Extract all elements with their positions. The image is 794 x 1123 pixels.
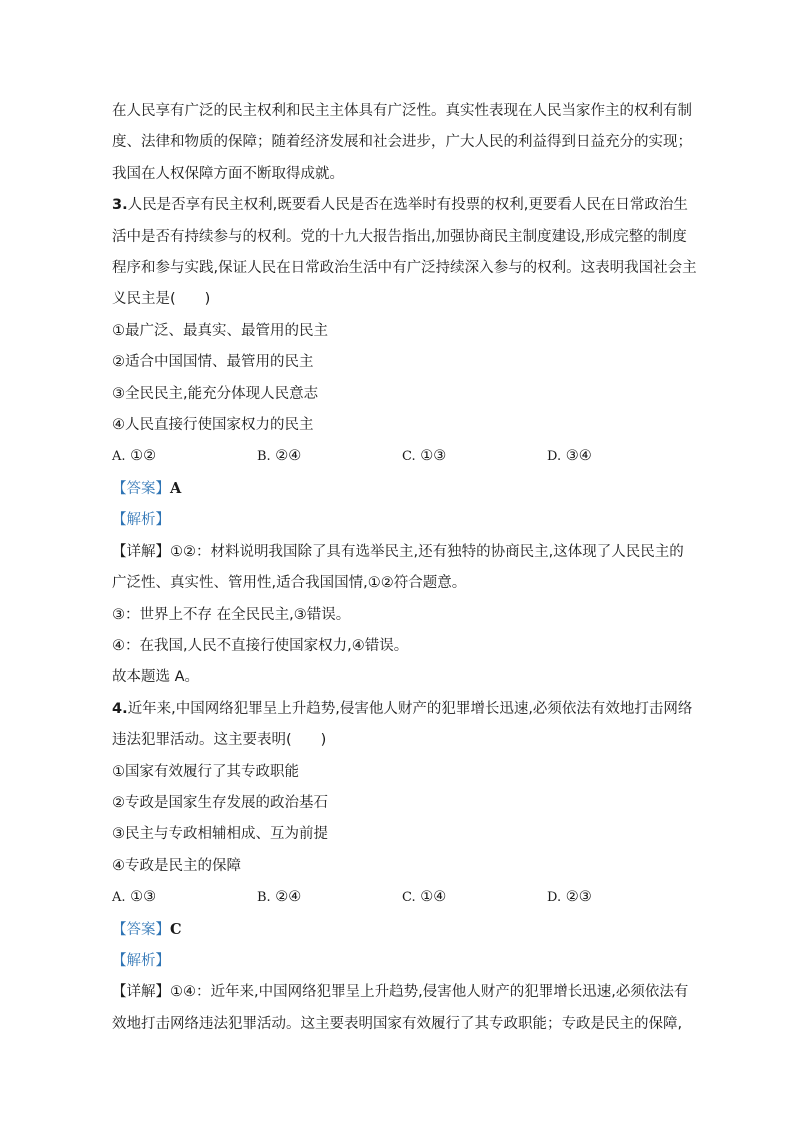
question-stem-line: 3.人民是否享有民主权利,既要看人民是否在选举时有投票的权利,更要看人民在日常政治生 [112, 197, 688, 214]
detail-line: ③：世界上不存 在全民民主,③错误。 [112, 606, 351, 623]
answer-line [112, 473, 692, 505]
intro-line: 度、法律和物质的保障；随着经济发展和社会进步，广大人民的利益得到日益充分的实现； [112, 134, 692, 151]
statement: ①国家有效履行了其专政职能 [112, 763, 299, 780]
statement: ②专政是国家生存发展的政治基石 [112, 794, 328, 811]
statement: ④人民直接行使国家权力的民主 [112, 417, 314, 434]
analysis-line [112, 946, 692, 977]
answer-value: C [170, 920, 182, 938]
statement: ②适合中国国情、最管用的民主 [112, 354, 314, 371]
analysis-line [112, 505, 692, 536]
option-c: C. ①③ [402, 448, 447, 465]
detail-line: 【详解】①④：近年来,中国网络犯罪呈上升趋势,侵害他人财产的犯罪增长迅速,必须依法有 [112, 984, 689, 1001]
intro-line: 我国在人权保障方面不断取得成就。 [112, 165, 344, 182]
question-number: 4. [112, 700, 128, 717]
detail-line: 【详解】①②：材料说明我国除了具有选举民主,还有独特的协商民主,这体现了人民民主的 [112, 543, 684, 560]
detail-line: 效地打击网络违法犯罪活动。这主要表明国家有效履行了其专政职能；专政是民主的保障, [112, 1015, 683, 1032]
detail-line: 广泛性、真实性、管用性,适合我国国情,①②符合题意。 [112, 575, 467, 592]
answer-value: A [170, 479, 182, 497]
detail-tag: 【详解】 [112, 543, 170, 560]
option-b: B. ②④ [257, 448, 302, 465]
detail-tag: 【详解】 [112, 984, 170, 1001]
intro-paragraph [112, 96, 692, 190]
statement: ①最广泛、最真实、最管用的民主 [112, 322, 328, 339]
question-3 [112, 190, 697, 694]
option-a: A. ①② [112, 448, 157, 465]
question-stem-line: 活中是否有持续参与的权利。党的十九大报告指出,加强协商民主制度建设,形成完整的制度 [112, 228, 687, 245]
question-stem-line: 程序和参与实践,保证人民在日常政治生活中有广泛持续深入参与的权利。这表明我国社会主 [112, 260, 697, 277]
question-4 [112, 694, 692, 1040]
answer-tag: 【答案】 [112, 480, 170, 497]
question-number: 3. [112, 197, 128, 214]
intro-line: 在人民享有广泛的民主权利和民主主体具有广泛性。真实性表现在人民当家作主的权利有制 [112, 103, 692, 119]
analysis-tag: 【解析】 [112, 952, 170, 969]
detail-line: ④：在我国,人民不直接行使国家权力,④错误。 [112, 637, 409, 654]
document-page [112, 96, 697, 1040]
option-b: B. ②④ [257, 889, 302, 906]
statement: ③全民民主,能充分体现人民意志 [112, 385, 319, 402]
question-stem-line: 义民主是( ) [112, 291, 211, 308]
analysis-tag: 【解析】 [112, 512, 170, 529]
question-stem-line: 违法犯罪活动。这主要表明( ) [112, 732, 327, 749]
statement: ③民主与专政相辅相成、互为前提 [112, 826, 328, 843]
answer-tag: 【答案】 [112, 921, 170, 938]
option-c: C. ①④ [402, 889, 447, 906]
answer-options [112, 882, 692, 913]
question-stem-line: 4.近年来,中国网络犯罪呈上升趋势,侵害他人财产的犯罪增长迅速,必须依法有效地打击网络 [112, 700, 693, 717]
detail-line: 故本题选 A。 [112, 669, 200, 686]
option-d: D. ③④ [547, 448, 592, 465]
option-d: D. ②③ [547, 889, 592, 906]
answer-line [112, 914, 692, 946]
option-a: A. ①③ [112, 889, 157, 906]
statement: ④专政是民主的保障 [112, 857, 241, 874]
answer-options [112, 441, 692, 472]
